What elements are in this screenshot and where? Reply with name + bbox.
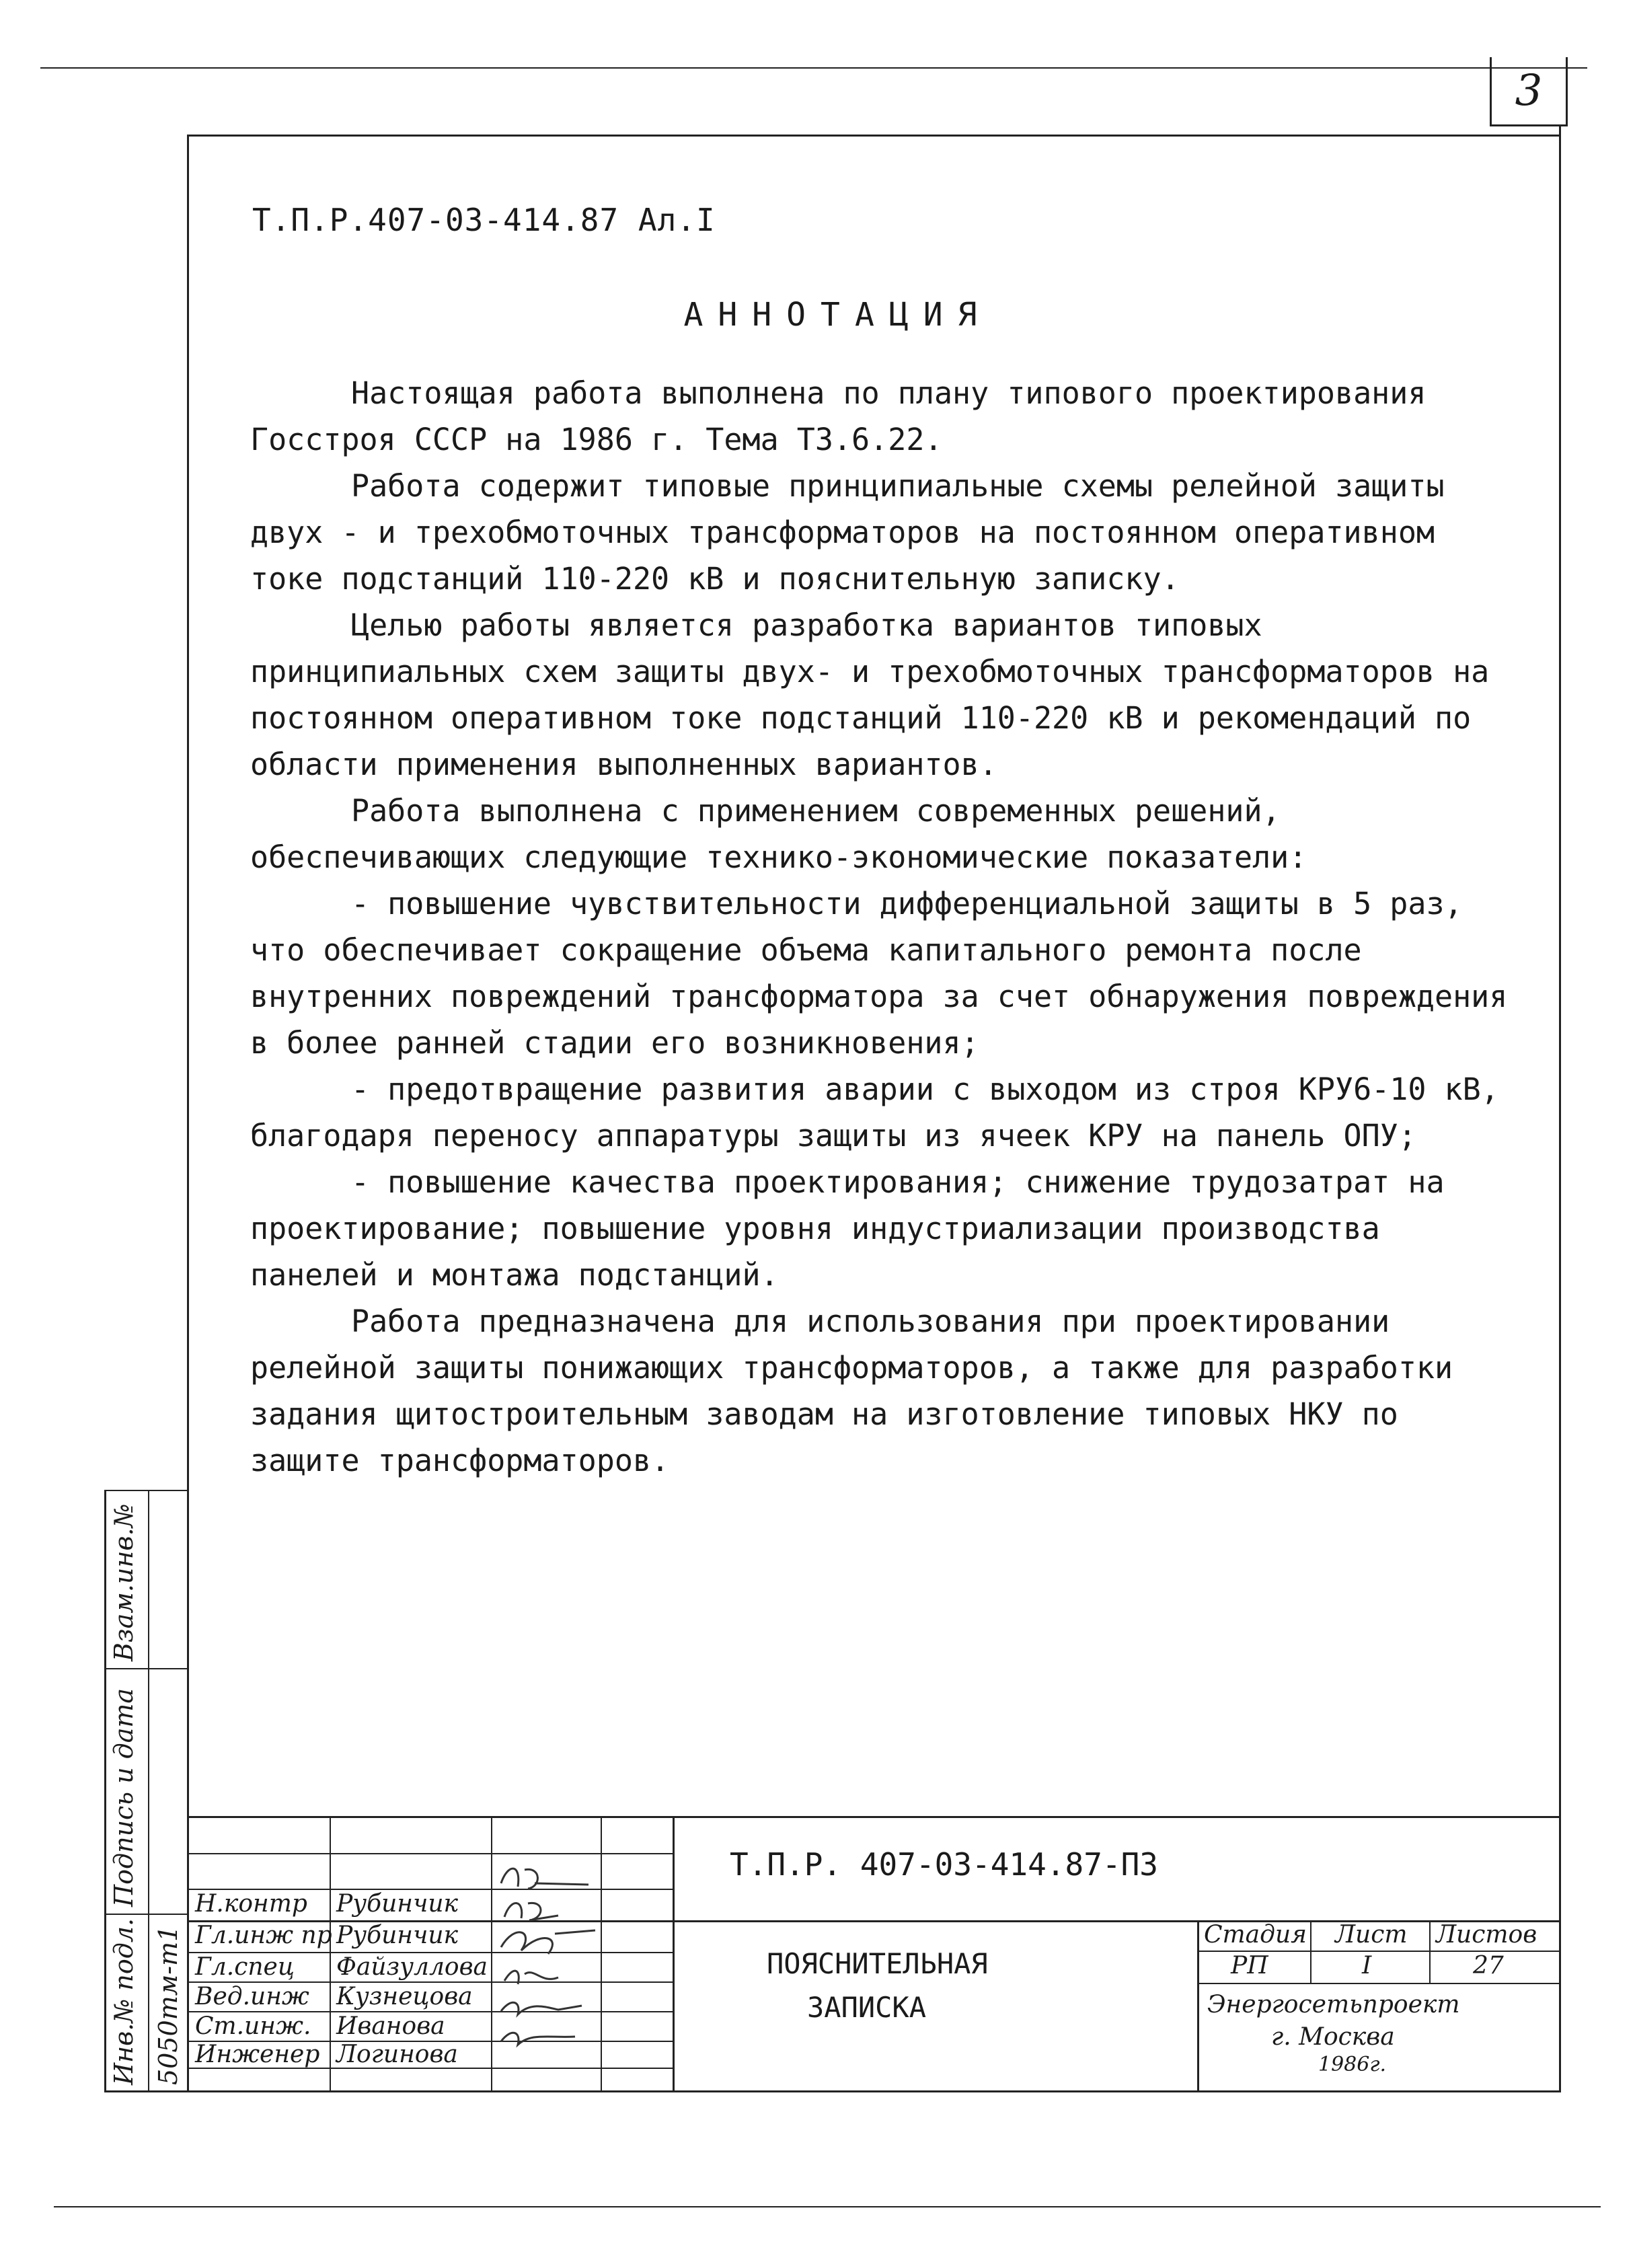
tb-role: Вед.инж: [195, 1983, 309, 2010]
signatures: [494, 1856, 602, 2092]
tb-name: Рубинчик: [336, 1922, 459, 1949]
tb-h-a: [188, 1853, 673, 1854]
paragraph-2: Работа содержит типовые принципиальные схемы релейной защиты двух - и трехобмоточных трансформаторов на постоянном оперативном токе подстанций 110-220 кВ и пояснительную записку.: [250, 468, 1445, 597]
signature-3: [501, 1930, 595, 1954]
side-stamp-div1: [104, 1668, 188, 1669]
tb-name: Файзуллова: [336, 1953, 488, 1981]
tb-name: Рубинчик: [336, 1890, 459, 1918]
frame-top: [187, 135, 1560, 137]
page-title: АННОТАЦИЯ: [683, 296, 992, 334]
side-label-signature-date: Подпись и дата: [109, 1688, 139, 1907]
tb-doc-name-1: ПОЯСНИТЕЛЬНАЯ: [767, 1947, 988, 1980]
tb-org-city: г. Москва: [1271, 2023, 1395, 2051]
signature-5: [501, 2002, 582, 2014]
frame-left: [187, 135, 189, 2092]
paragraph-8: Работа предназначена для использования при проектировании релейной защиты понижающих трансформаторов, а также для разработки задания щитостроительным заводам на изготовление типовых НКУ по защите трансформаторов.: [250, 1303, 1453, 1478]
signature-6: [501, 2033, 575, 2045]
tb-sheet-label: Лист: [1335, 1921, 1408, 1949]
paragraph-7: - повышение качества проектирования; снижение трудозатрат на проектирование; повышение уровня индустриализации производства панелей и монтажа подстанций.: [250, 1164, 1445, 1293]
paragraph-3: Целью работы является разработка вариантов типовых принципиальных схем защиты двух- и трехобмоточных трансформаторов на постоянном оперативном токе подстанций 110-220 кВ и рекомендаций по области применения выполненных вариантов.: [250, 607, 1490, 782]
tb-info-left: [1197, 1920, 1199, 2092]
tb-v1: [330, 1816, 331, 2092]
side-label-inv-orig: Инв.№ подл.: [109, 1918, 139, 2085]
page-number: 3: [1490, 57, 1568, 126]
side-label-replaces-inv: Взам.инв.№: [109, 1503, 139, 1661]
tb-v2: [491, 1816, 492, 2092]
side-stamp-top: [104, 1490, 188, 1491]
tb-top: [188, 1816, 1560, 1818]
doc-code: Т.П.Р.407-03-414.87 Ал.I: [252, 202, 716, 238]
tb-role: Инженер: [195, 2041, 320, 2068]
tb-info-h2: [1197, 1983, 1560, 1984]
top-rule: [40, 67, 1587, 69]
tb-info-v1: [1310, 1920, 1311, 1983]
side-stamp-mid: [148, 1490, 149, 2092]
paragraph-4: Работа выполнена с применением современных решений, обеспечивающих следующие технико-экономические показатели:: [250, 793, 1307, 875]
tb-role: Гл.инж пр: [195, 1922, 332, 1949]
side-inv-value: 5050тм-т1: [153, 1925, 183, 2085]
signature-2: [504, 1903, 558, 1920]
tb-info-v2: [1429, 1920, 1431, 1983]
tb-org-name: Энергосетьпроект: [1207, 1991, 1460, 2018]
tb-name: Иванова: [336, 2012, 445, 2040]
paragraph-1: Настоящая работа выполнена по плану типового проектирования Госстроя СССР на 1986 г. Тема ТЗ.6.22.: [250, 375, 1427, 457]
tb-doc-name-2: ЗАПИСКА: [807, 1991, 927, 2024]
tb-document-code: Т.П.Р. 407-03-414.87-ПЗ: [730, 1846, 1158, 1883]
tb-sheets-label: Листов: [1436, 1921, 1537, 1949]
tb-stage-label: Стадия: [1204, 1921, 1307, 1949]
side-stamp-div2: [104, 1914, 188, 1915]
side-stamp-left: [104, 1490, 106, 2092]
bottom-rule: [54, 2206, 1601, 2207]
tb-role: Гл.спец: [195, 1953, 295, 1981]
tb-role: Н.контр: [195, 1890, 307, 1918]
paragraph-5: - повышение чувствительности дифференциальной защиты в 5 раз, что обеспечивает сокращение объема капитального ремонта после внутренних повреждений трансформатора за счет обнаружения повреждения в более ранней стадии его возникновения;: [250, 886, 1508, 1061]
signature-1: [501, 1868, 588, 1889]
signature-4: [504, 1971, 558, 1984]
tb-sheets-value: 27: [1473, 1952, 1504, 1979]
paragraph-6: - предотвращение развития аварии с выходом из строя КРУ6-10 кВ, благодаря переносу аппаратуры защиты из ячеек КРУ на панель ОПУ;: [250, 1071, 1499, 1154]
tb-sheet-value: I: [1362, 1952, 1372, 1979]
tb-name: Логинова: [336, 2041, 458, 2068]
frame-bottom: [104, 2090, 1561, 2092]
frame-right: [1559, 124, 1561, 2092]
tb-stage-value: РП: [1231, 1952, 1268, 1979]
tb-name: Кузнецова: [336, 1983, 473, 2010]
tb-org-year: 1986г.: [1318, 2053, 1387, 2076]
tb-role: Ст.инж.: [195, 2012, 311, 2040]
annotation-body: [250, 370, 1508, 1484]
tb-v4: [673, 1816, 675, 2092]
